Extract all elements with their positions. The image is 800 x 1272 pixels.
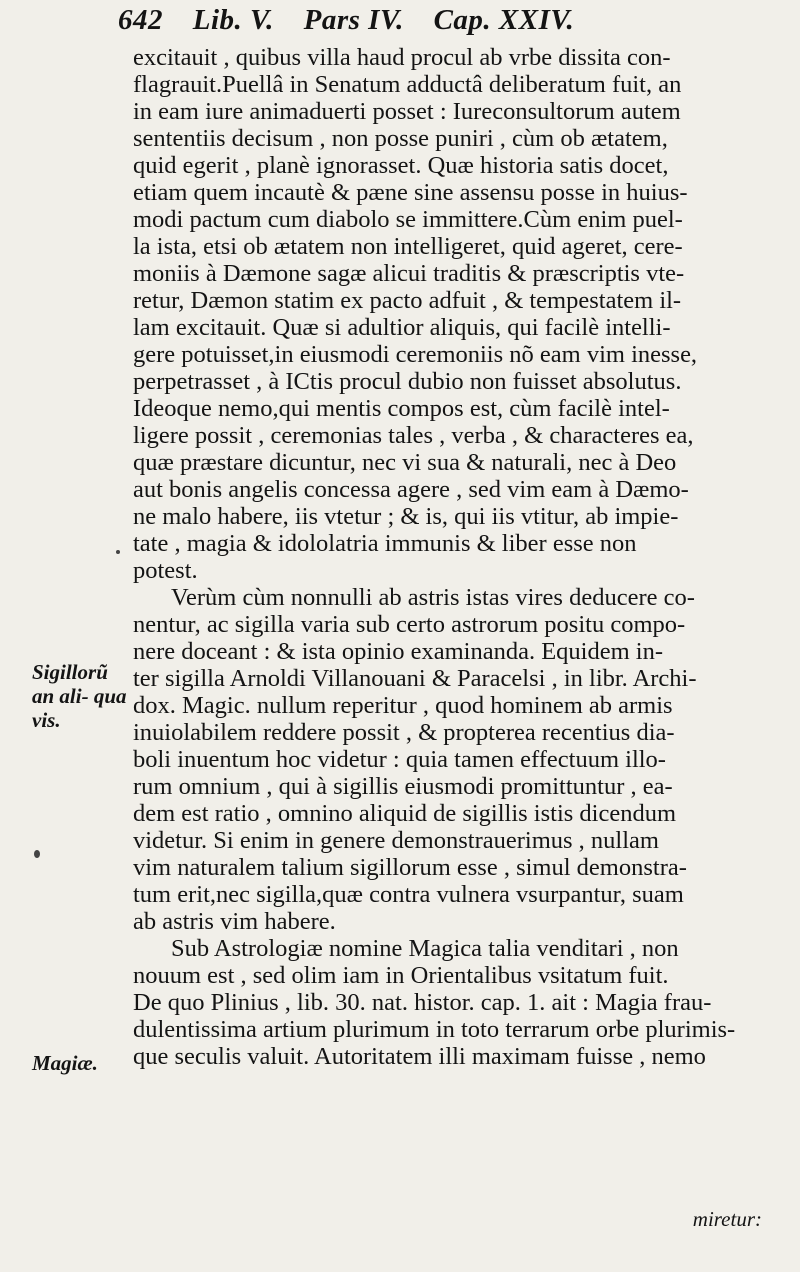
body-text: [133, 44, 763, 1070]
text-line: videtur. Si enim in genere demonstrauerimus , nullam: [133, 827, 659, 854]
text-line: retur, Dæmon statim ex pacto adfuit , & tempestatem il-: [133, 287, 682, 314]
text-line: rum omnium , qui à sigillis eiusmodi promittuntur , ea-: [133, 773, 673, 800]
text-line: Ideoque nemo,qui mentis compos est, cùm facilè intel-: [133, 395, 670, 422]
chapter-label: Cap. XXIV.: [433, 4, 575, 36]
text-line: ne malo habere, iis vtetur ; & is, qui iis vtitur, ab impie-: [133, 503, 679, 530]
text-line: la ista, etsi ob ætatem non intelligeret, quid ageret, cere-: [133, 233, 683, 260]
text-line: perpetrasset , à ICtis procul dubio non fuisset absolutus.: [133, 368, 682, 395]
text-line: in eam iure animaduerti posset : Iureconsultorum autem: [133, 98, 681, 125]
text-line: boli inuentum hoc videtur : quia tamen effectuum illo-: [133, 746, 666, 773]
margin-note-sigillorum: Sigillorũ an ali- qua vis.: [32, 660, 127, 732]
text-line: tate , magia & idololatria immunis & liber esse non: [133, 530, 637, 557]
text-line: que seculis valuit. Autoritatem illi maximam fuisse , nemo: [133, 1043, 706, 1070]
text-line: moniis à Dæmone sagæ alicui traditis & præscriptis vte-: [133, 260, 685, 287]
text-line: ab astris vim habere.: [133, 908, 336, 935]
text-line: excitauit , quibus villa haud procul ab vrbe dissita con-: [133, 44, 671, 71]
text-line: aut bonis angelis concessa agere , sed vim eam à Dæmo-: [133, 476, 689, 503]
catchword: miretur:: [692, 1207, 762, 1231]
text-line: vim naturalem talium sigillorum esse , simul demonstra-: [133, 854, 687, 881]
margin-note-magiae: Magiæ.: [32, 1051, 98, 1075]
text-line: tum erit,nec sigilla,quæ contra vulnera vsurpantur, suam: [133, 881, 684, 908]
text-line: potest.: [133, 557, 198, 584]
text-line: gere potuisset,in eiusmodi ceremoniis nõ eam vim inesse,: [133, 341, 698, 368]
book-label: Lib. V.: [192, 4, 274, 36]
text-line: quid egerit , planè ignorasset. Quæ historia satis docet,: [133, 152, 669, 179]
text-line: De quo Plinius , lib. 30. nat. histor. cap. 1. ait : Magia frau-: [133, 989, 712, 1016]
text-line: ter sigilla Arnoldi Villanouani & Paracelsi , in libr. Archi-: [133, 665, 697, 692]
part-label: Pars IV.: [303, 4, 404, 36]
running-header: [118, 4, 596, 37]
ink-speck: [116, 550, 120, 554]
text-line: dox. Magic. nullum reperitur , quod hominem ab armis: [133, 692, 673, 719]
text-line: flagrauit.Puellâ in Senatum adductâ deliberatum fuit, an: [133, 71, 682, 98]
text-line: modi pactum cum diabolo se immittere.Cùm enim puel-: [133, 206, 683, 233]
ink-speck: [34, 850, 40, 858]
text-line: sententiis decisum , non posse puniri , cùm ob ætatem,: [133, 125, 668, 152]
text-line: etiam quem incautè & pæne sine assensu posse in huius-: [133, 179, 688, 206]
text-line: inuiolabilem reddere possit , & propterea recentius dia-: [133, 719, 675, 746]
paragraph-start-line: Sub Astrologiæ nomine Magica talia venditari , non: [171, 935, 679, 962]
text-line: dulentissima artium plurimum in toto terrarum orbe plurimis-: [133, 1016, 736, 1043]
paragraph-start-line: Verùm cùm nonnulli ab astris istas vires deducere co-: [171, 584, 695, 611]
text-line: quæ præstare dicuntur, nec vi sua & naturali, nec à Deo: [133, 449, 677, 476]
text-line: dem est ratio , omnino aliquid de sigillis istis dicendum: [133, 800, 677, 827]
text-line: nentur, ac sigilla varia sub certo astrorum positu compo-: [133, 611, 686, 638]
page-number: 642: [118, 4, 163, 36]
text-line: ligere possit , ceremonias tales , verba , & characteres ea,: [133, 422, 694, 449]
text-line: nouum est , sed olim iam in Orientalibus vsitatum fuit.: [133, 962, 669, 989]
text-line: lam excitauit. Quæ si adultior aliquis, qui facilè intelli-: [133, 314, 671, 341]
text-line: nere doceant : & ista opinio examinanda. Equidem in-: [133, 638, 663, 665]
